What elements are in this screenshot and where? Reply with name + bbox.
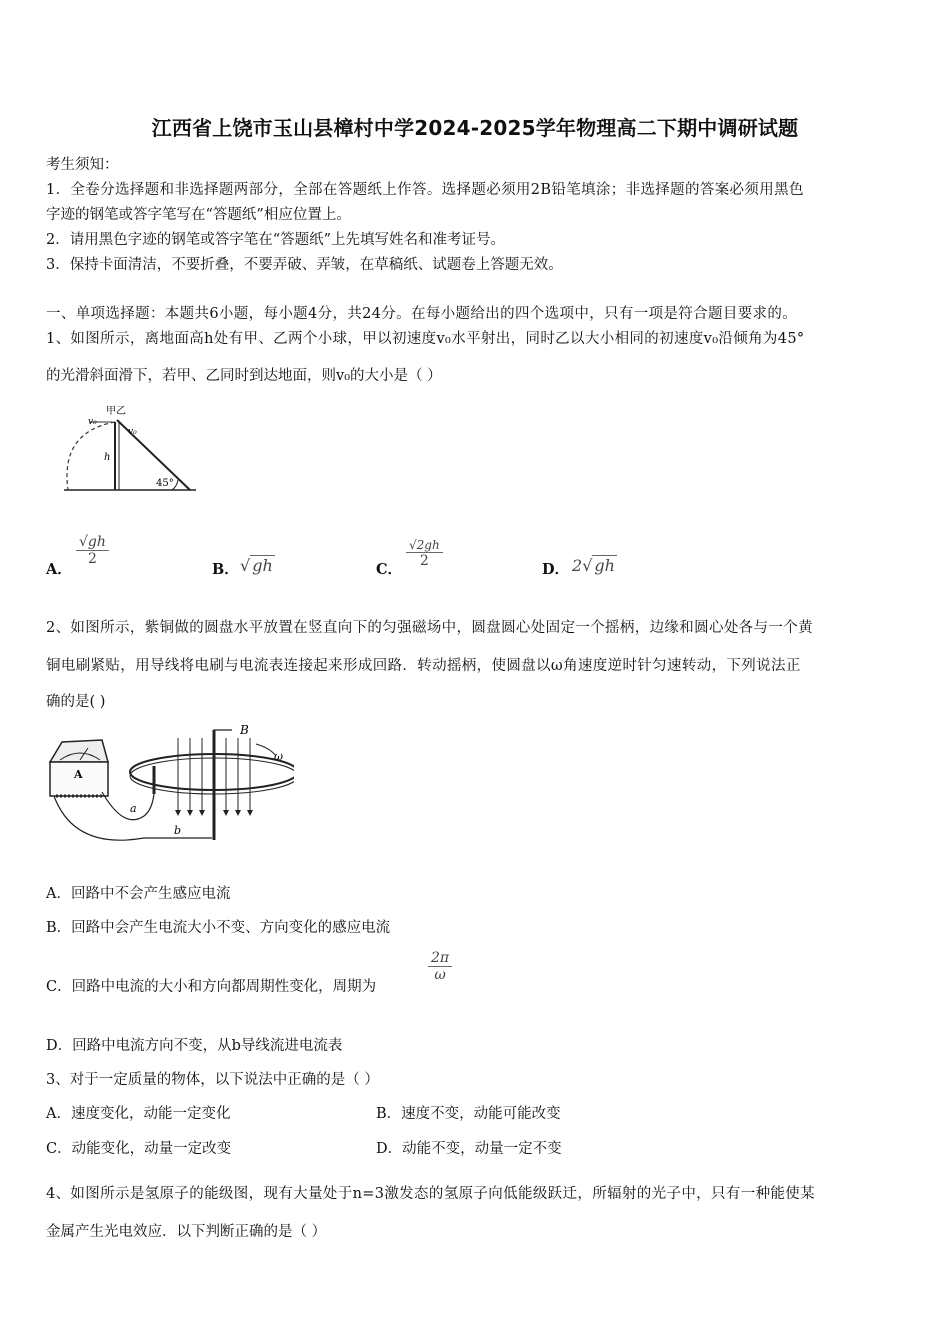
question-2-stem: 铜电刷紧贴，用导线将电刷与电流表连接起来形成回路．转动摇柄，使圆盘以ω角速度逆时针匀速转动，下列说法正 bbox=[46, 658, 801, 674]
q3-option-b: B．速度不变，动能可能改变 bbox=[376, 1106, 561, 1122]
question-1-stem: 1、如图所示，离地面高h处有甲、乙两个小球，甲以初速度v₀水平射出，同时乙以大小相同的初速度v₀沿倾角为45° bbox=[46, 331, 805, 347]
option-d-label: D． bbox=[542, 561, 570, 578]
q2-option-c: C．回路中电流的大小和方向都周期性变化，周期为 bbox=[46, 979, 377, 995]
label-h: h bbox=[104, 452, 111, 463]
q2-option-a: A．回路中不会产生感应电流 bbox=[46, 886, 231, 902]
notice-heading: 考生须知： bbox=[46, 157, 119, 173]
option-c-label: C． bbox=[376, 561, 403, 578]
question-2-stem: 2、如图所示，紫铜做的圆盘水平放置在竖直向下的匀强磁场中，圆盘圆心处固定一个摇柄，边缘和圆心处各与一个黄 bbox=[46, 620, 813, 636]
notice-item: 1．全卷分选择题和非选择题两部分，全部在答题纸上作答。选择题必须用2B铅笔填涂；非选择题的答案必须用黑色 bbox=[46, 182, 804, 198]
q2-option-b: B．回路中会产生电流大小不变、方向变化的感应电流 bbox=[46, 920, 391, 936]
option-d-value: 2√ gh bbox=[572, 556, 615, 575]
option-b-value: √ gh bbox=[240, 556, 273, 575]
notice-item: 3．保持卡面清洁，不要折叠，不要弄破、弄皱，在草稿纸、试题卷上答题无效。 bbox=[46, 257, 563, 273]
question-4-stem: 金属产生光电效应．以下判断正确的是（ ） bbox=[46, 1224, 327, 1240]
q3-option-a: A．速度变化，动能一定变化 bbox=[46, 1106, 231, 1122]
label-v-right: v₀ bbox=[128, 427, 137, 437]
question-2-stem: 确的是( ) bbox=[46, 694, 106, 710]
page-title: 江西省上饶市玉山县樟村中学2024-2025学年物理高二下期中调研试题 bbox=[151, 116, 799, 140]
question-4-stem: 4、如图所示是氢原子的能级图，现有大量处于n=3激发态的氢原子向低能级跃迁，所辐射的光子中，只有一种能使某 bbox=[46, 1186, 815, 1202]
wire-a-label: a bbox=[130, 802, 137, 815]
q2-figure bbox=[44, 720, 294, 852]
question-1-stem: 的光滑斜面滑下，若甲、乙同时到达地面，则v₀的大小是（ ） bbox=[46, 368, 442, 384]
field-label: B bbox=[240, 723, 249, 737]
option-b-label: B． bbox=[212, 561, 239, 578]
label-top: 甲乙 bbox=[106, 406, 126, 417]
section-heading: 一、单项选择题：本题共6小题，每小题4分，共24分。在每小题给出的四个选项中，只有一项是符合题目要求的。 bbox=[46, 306, 798, 322]
label-angle: 45° bbox=[156, 478, 174, 489]
question-3-stem: 3、对于一定质量的物体，以下说法中正确的是（ ） bbox=[46, 1072, 379, 1088]
label-v-left: v₀ bbox=[88, 417, 97, 427]
q2-option-d: D．回路中电流方向不变，从b导线流进电流表 bbox=[46, 1038, 343, 1054]
option-a-fraction: $\frac{√gh}{2}$ bbox=[76, 534, 109, 567]
option-a-label: A． bbox=[46, 561, 72, 578]
omega-label: ω bbox=[274, 750, 283, 763]
ammeter-label: A bbox=[74, 768, 83, 781]
option-c-fraction: $\frac{√2gh}{2}$ bbox=[406, 538, 443, 569]
q3-option-c: C．动能变化，动量一定改变 bbox=[46, 1141, 232, 1157]
period-fraction: $\frac{2\pi}{\omega}$ bbox=[428, 950, 452, 983]
q1-figure bbox=[60, 402, 200, 498]
notice-item: 2．请用黑色字迹的钢笔或答字笔在“答题纸”上先填写姓名和准考证号。 bbox=[46, 232, 506, 248]
notice-item: 字迹的钢笔或答字笔写在“答题纸”相应位置上。 bbox=[46, 207, 351, 223]
wire-b-label: b bbox=[174, 824, 182, 837]
q3-option-d: D．动能不变，动量一定不变 bbox=[376, 1141, 562, 1157]
